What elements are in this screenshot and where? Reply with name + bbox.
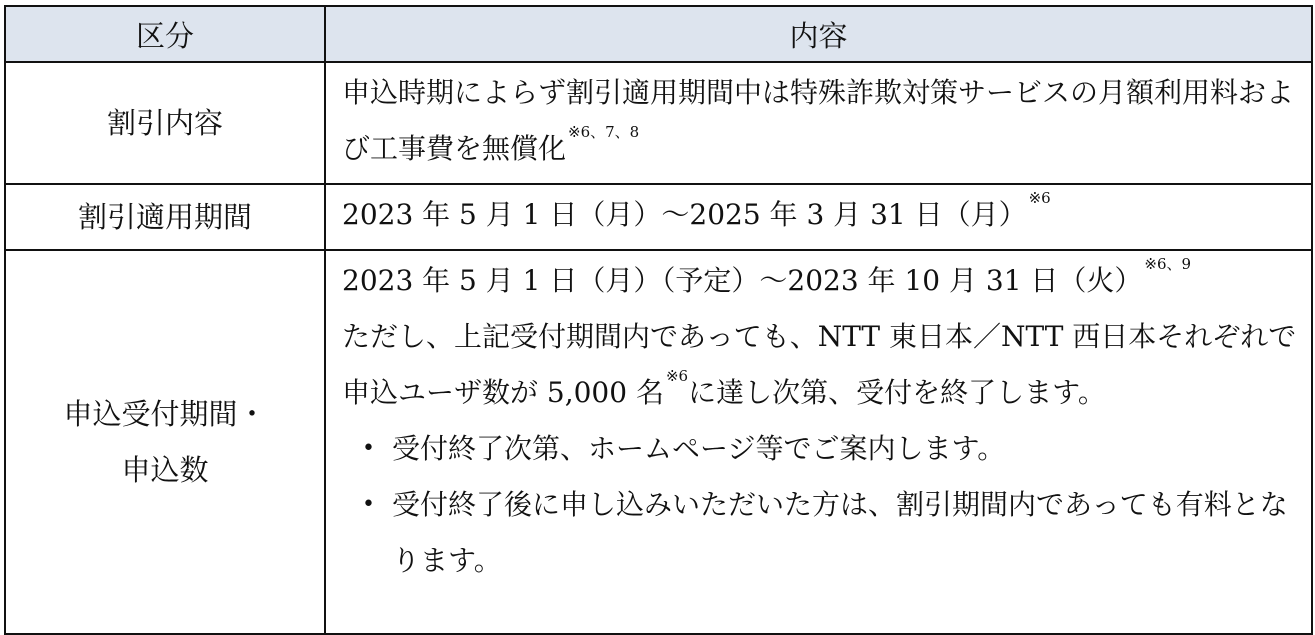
header-content: 内容: [325, 6, 1312, 62]
table-row: [5, 62, 1312, 184]
notes-list: [342, 421, 1297, 589]
footnote-ref: ※6: [1028, 189, 1051, 207]
footnote-ref: ※6、7、8: [568, 123, 640, 141]
list-item: [362, 477, 1297, 589]
footnote-ref: ※6: [665, 367, 689, 385]
discount-table: [4, 5, 1313, 635]
table-row: [5, 184, 1312, 250]
row-label-line: 申込受付期間・: [63, 397, 267, 431]
discount-period-text: 2023 年 5 月 1 日（月）～2025 年 3 月 31 日（月）: [342, 198, 1027, 231]
application-limit-text: ただし、上記受付期間内であっても、NTT 東日本／NTT 西日本それぞれで申込ユーザ数が 5,000 名: [342, 320, 1297, 409]
discount-content-text: 申込時期によらず割引適用期間中は特殊詐欺対策サービスの月額利用料および工事費を無償化: [342, 76, 1295, 165]
table-header-row: [5, 6, 1312, 62]
row-label-application-period: [5, 250, 325, 634]
bullet-icon: •: [362, 492, 375, 517]
row-label-discount-content: 割引内容: [5, 62, 325, 184]
row-content-application-period: [325, 250, 1312, 634]
list-item: [362, 421, 1297, 477]
header-category: 区分: [5, 6, 325, 62]
row-content-discount-content: [325, 62, 1312, 184]
row-label-line: 申込数: [121, 453, 209, 487]
row-content-discount-period: [325, 184, 1312, 250]
application-period-text: 2023 年 5 月 1 日（月）（予定）～2023 年 10 月 31 日（火）: [342, 264, 1143, 297]
row-label-discount-period: 割引適用期間: [5, 184, 325, 250]
table-row: [5, 250, 1312, 634]
application-limit-paragraph: [342, 309, 1297, 421]
list-item-text: 受付終了後に申し込みいただいた方は、割引期間内であっても有料となります。: [392, 488, 1288, 577]
footnote-ref: ※6、9: [1144, 255, 1192, 273]
list-item-text: 受付終了次第、ホームページ等でご案内します。: [392, 432, 1006, 465]
bullet-icon: •: [362, 436, 375, 461]
application-period-line: [342, 253, 1297, 309]
application-limit-text-end: に達し次第、受付を終了します。: [688, 376, 1106, 409]
